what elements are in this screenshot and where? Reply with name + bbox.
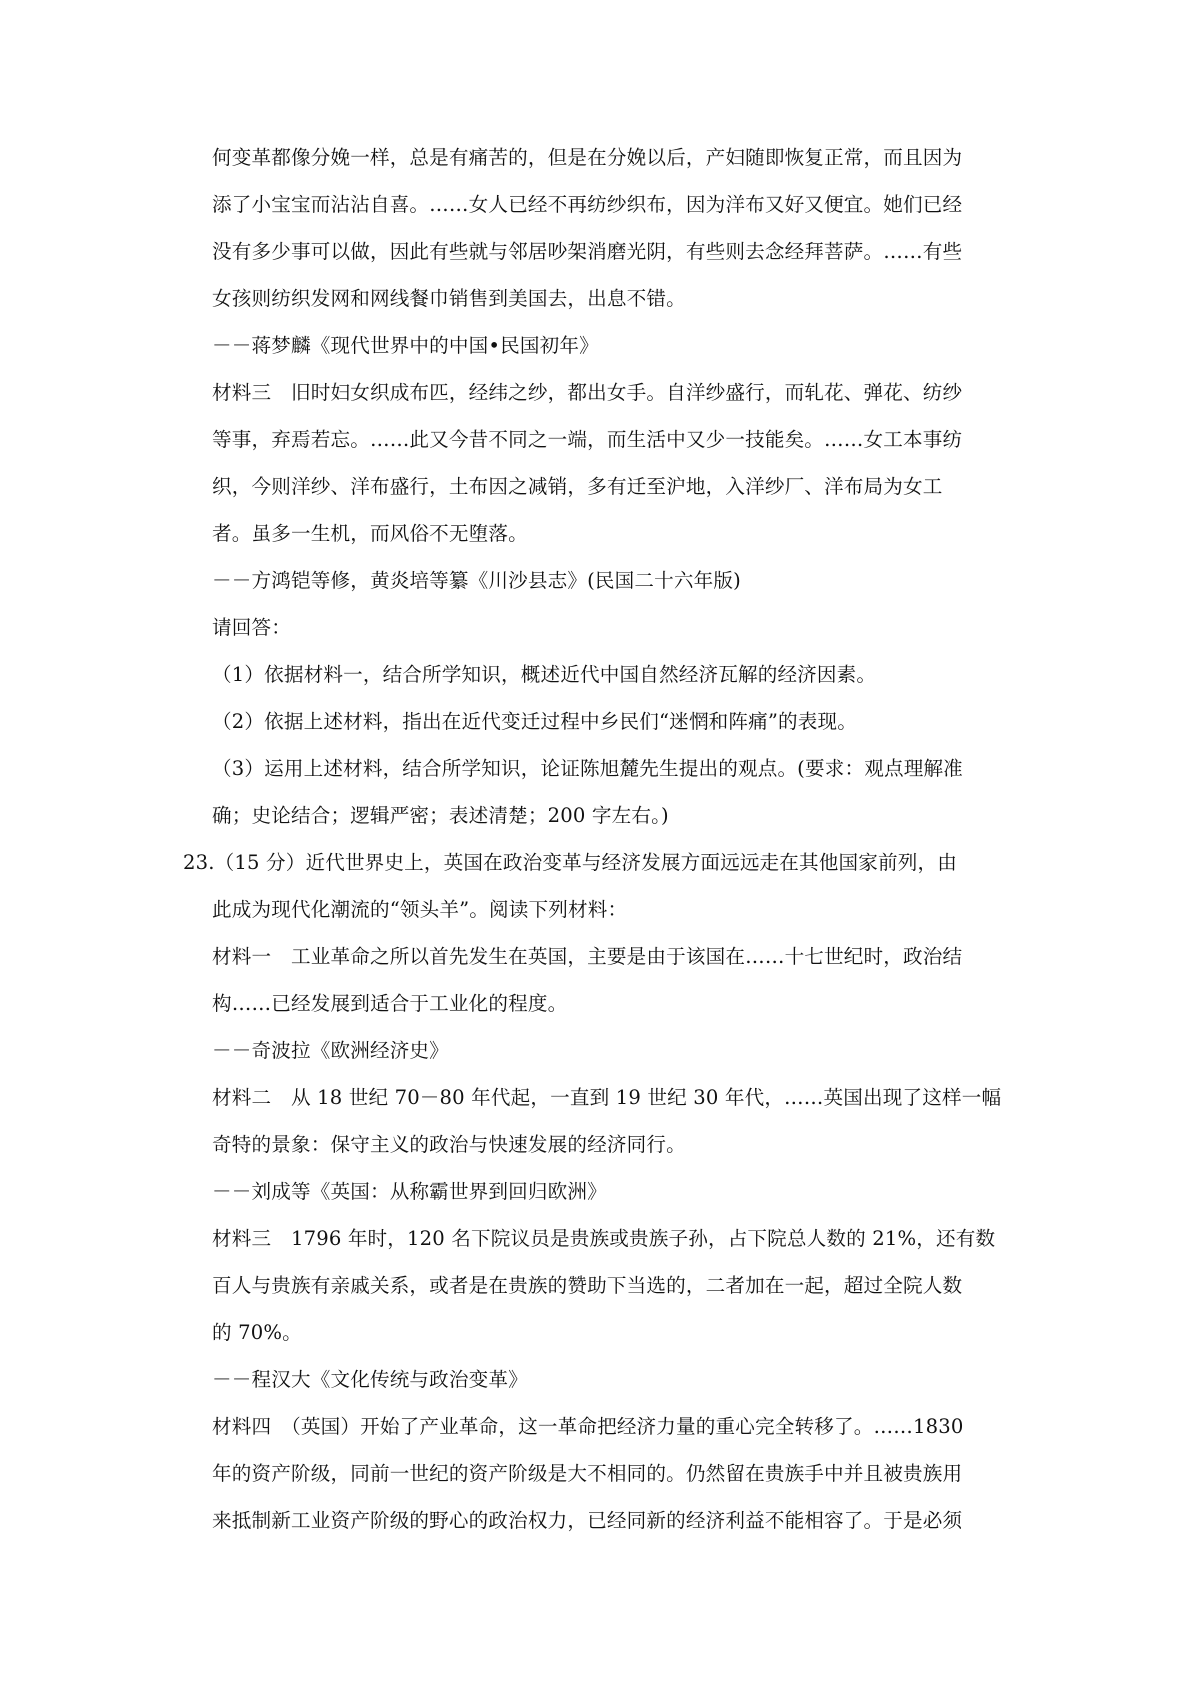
material-four-line: 材料四 （英国）开始了产业革命，这一革命把经济力量的重心完全转移了。……1830 bbox=[212, 1415, 964, 1438]
text-line: 来抵制新工业资产阶级的野心的政治权力，已经同新的经济利益不能相容了。于是必须 bbox=[212, 1509, 963, 1532]
sub-question-3: （3）运用上述材料，结合所学知识，论证陈旭麓先生提出的观点。(要求：观点理解准 bbox=[212, 757, 963, 780]
text-line: 构……已经发展到适合于工业化的程度。 bbox=[212, 992, 568, 1015]
text-line: 没有多少事可以做，因此有些就与邻居吵架消磨光阴，有些则去念经拜菩萨。……有些 bbox=[212, 240, 963, 263]
text-line: 年的资产阶级，同前一世纪的资产阶级是大不相同的。仍然留在贵族手中并且被贵族用 bbox=[212, 1462, 963, 1485]
material-one-line: 材料一 工业革命之所以首先发生在英国，主要是由于该国在……十七世纪时，政治结 bbox=[212, 945, 963, 968]
material-three-line: 材料三 1796 年时，120 名下院议员是贵族或贵族子孙，占下院总人数的 21%，还有数 bbox=[212, 1227, 996, 1250]
text-line: 确；史论结合；逻辑严密；表述清楚；200 字左右。) bbox=[212, 804, 669, 827]
source-citation: －－奇波拉《欧洲经济史》 bbox=[212, 1039, 449, 1062]
text-line: 等事，弃焉若忘。……此又今昔不同之一端，而生活中又少一技能矣。……女工本事纺 bbox=[212, 428, 963, 451]
prompt-heading: 请回答： bbox=[212, 616, 291, 639]
sub-question-1: （1）依据材料一，结合所学知识，概述近代中国自然经济瓦解的经济因素。 bbox=[212, 663, 877, 686]
material-three-line: 材料三 旧时妇女织成布匹，经纬之纱，都出女手。自洋纱盛行，而轧花、弹花、纺纱 bbox=[212, 381, 963, 404]
text-line: 织，今则洋纱、洋布盛行，土布因之减销，多有迁至沪地，入洋纱厂、洋布局为女工 bbox=[212, 475, 943, 498]
source-citation: －－方鸿铠等修，黄炎培等纂《川沙县志》(民国二十六年版) bbox=[212, 569, 741, 592]
source-citation: －－蒋梦麟《现代世界中的中国•民国初年》 bbox=[212, 334, 599, 357]
text-line: 女孩则纺织发网和网线餐巾销售到美国去，出息不错。 bbox=[212, 287, 686, 310]
text-line: 奇特的景象：保守主义的政治与快速发展的经济同行。 bbox=[212, 1133, 686, 1156]
sub-question-2: （2）依据上述材料，指出在近代变迁过程中乡民们“迷惘和阵痛”的表现。 bbox=[212, 710, 858, 733]
text-line: 此成为现代化潮流的“领头羊”。阅读下列材料： bbox=[212, 898, 628, 921]
text-line: 添了小宝宝而沾沾自喜。……女人已经不再纺纱织布，因为洋布又好又便宜。她们已经 bbox=[212, 193, 963, 216]
material-two-line: 材料二 从 18 世纪 70－80 年代起，一直到 19 世纪 30 年代，……英国出现了这样一幅 bbox=[212, 1086, 1002, 1109]
source-citation: －－刘成等《英国：从称霸世界到回归欧洲》 bbox=[212, 1180, 607, 1203]
source-citation: －－程汉大《文化传统与政治变革》 bbox=[212, 1368, 528, 1391]
text-line: 百人与贵族有亲戚关系，或者是在贵族的赞助下当选的，二者加在一起，超过全院人数 bbox=[212, 1274, 963, 1297]
question-23-stem: 23.（15 分）近代世界史上，英国在政治变革与经济发展方面远远走在其他国家前列，由 bbox=[183, 851, 957, 874]
text-line: 何变革都像分娩一样，总是有痛苦的，但是在分娩以后，产妇随即恢复正常，而且因为 bbox=[212, 146, 963, 169]
text-line: 者。虽多一生机，而风俗不无堕落。 bbox=[212, 522, 528, 545]
text-line: 的 70%。 bbox=[212, 1321, 302, 1344]
